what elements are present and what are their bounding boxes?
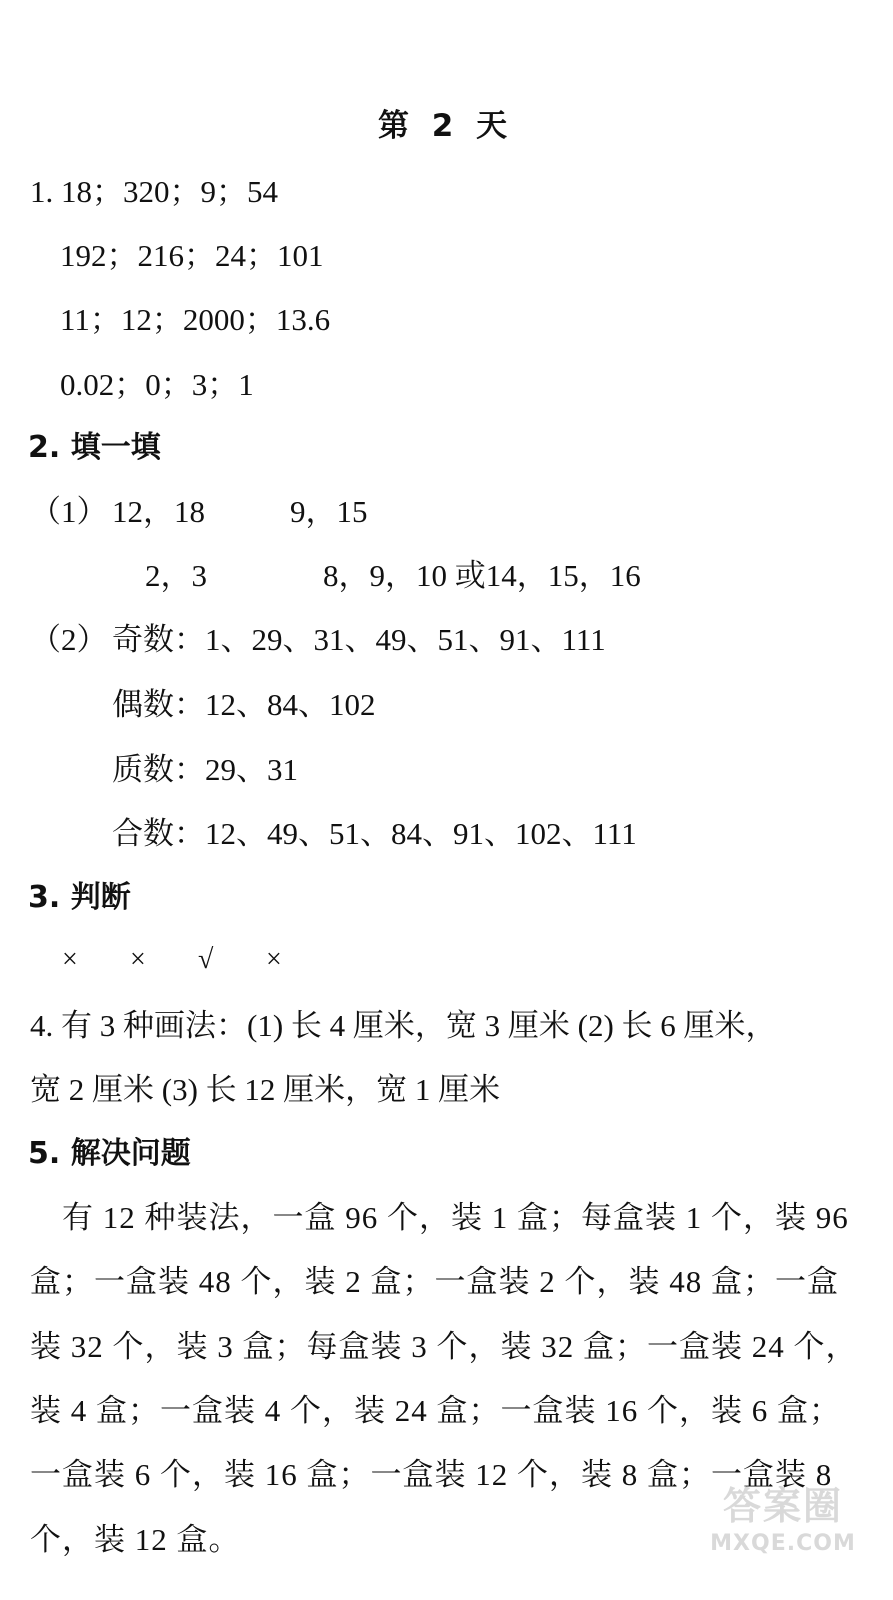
- q3-heading: 3. 判断: [28, 880, 131, 915]
- q5-line-5: 一盒装 6 个，装 16 盒；一盒装 12 个，装 8 盒；一盒装 8: [30, 1457, 833, 1492]
- q3-mark-3: √: [198, 944, 214, 975]
- q2-heading: 2. 填一填: [28, 430, 161, 465]
- q2-composite-numbers: 合数：12、49、51、84、91、102、111: [112, 816, 637, 851]
- q3-mark-2: ×: [130, 944, 146, 975]
- q2-part1-answer-a: 12，18: [112, 494, 205, 529]
- watermark-logo: [703, 1482, 863, 1572]
- q1-line-3: 11；12；2000；13.6: [60, 302, 331, 337]
- q5-line-3: 装 32 个，装 3 盒；每盒装 3 个，装 32 盒；一盒装 24 个，: [30, 1329, 858, 1364]
- watermark-top-text: 答案圈: [722, 1484, 843, 1528]
- q5-line-1: 有 12 种装法，一盒 96 个，装 1 盒；每盒装 1 个，装 96: [62, 1200, 849, 1235]
- q1-line-4: 0.02；0；3；1: [60, 367, 254, 402]
- q2-part1-answer-d: 8，9，10 或14，15，16: [323, 558, 641, 593]
- q1-line-1: 1. 18；320；9；54: [30, 174, 278, 209]
- q5-line-6: 个，装 12 盒。: [30, 1522, 241, 1557]
- watermark-bottom-text: MXQE.COM: [710, 1531, 856, 1556]
- q2-part1-label: （1）: [30, 494, 108, 529]
- q2-part1-answer-b: 9，15: [290, 494, 368, 529]
- q2-part1-answer-c: 2，3: [145, 558, 207, 593]
- page-title: 第 2 天: [378, 108, 514, 144]
- q4-line-1: 4. 有 3 种画法：(1) 长 4 厘米，宽 3 厘米 (2) 长 6 厘米，: [30, 1008, 777, 1043]
- q5-line-2: 盒；一盒装 48 个，装 2 盒；一盒装 2 个，装 48 盒；一盒: [30, 1264, 839, 1299]
- q3-mark-1: ×: [62, 944, 78, 975]
- q2-odd-numbers: 奇数：1、29、31、49、51、91、111: [112, 622, 606, 657]
- q2-prime-numbers: 质数：29、31: [112, 752, 298, 787]
- q1-line-2: 192；216；24；101: [60, 238, 324, 273]
- q3-mark-4: ×: [266, 944, 282, 975]
- q2-even-numbers: 偶数：12、84、102: [112, 687, 376, 722]
- q2-part2-label: （2）: [30, 622, 108, 657]
- q5-line-4: 装 4 盒；一盒装 4 个，装 24 盒；一盒装 16 个，装 6 盒；: [30, 1393, 841, 1428]
- q5-heading: 5. 解决问题: [28, 1136, 191, 1171]
- q4-line-2: 宽 2 厘米 (3) 长 12 厘米，宽 1 厘米: [30, 1072, 501, 1107]
